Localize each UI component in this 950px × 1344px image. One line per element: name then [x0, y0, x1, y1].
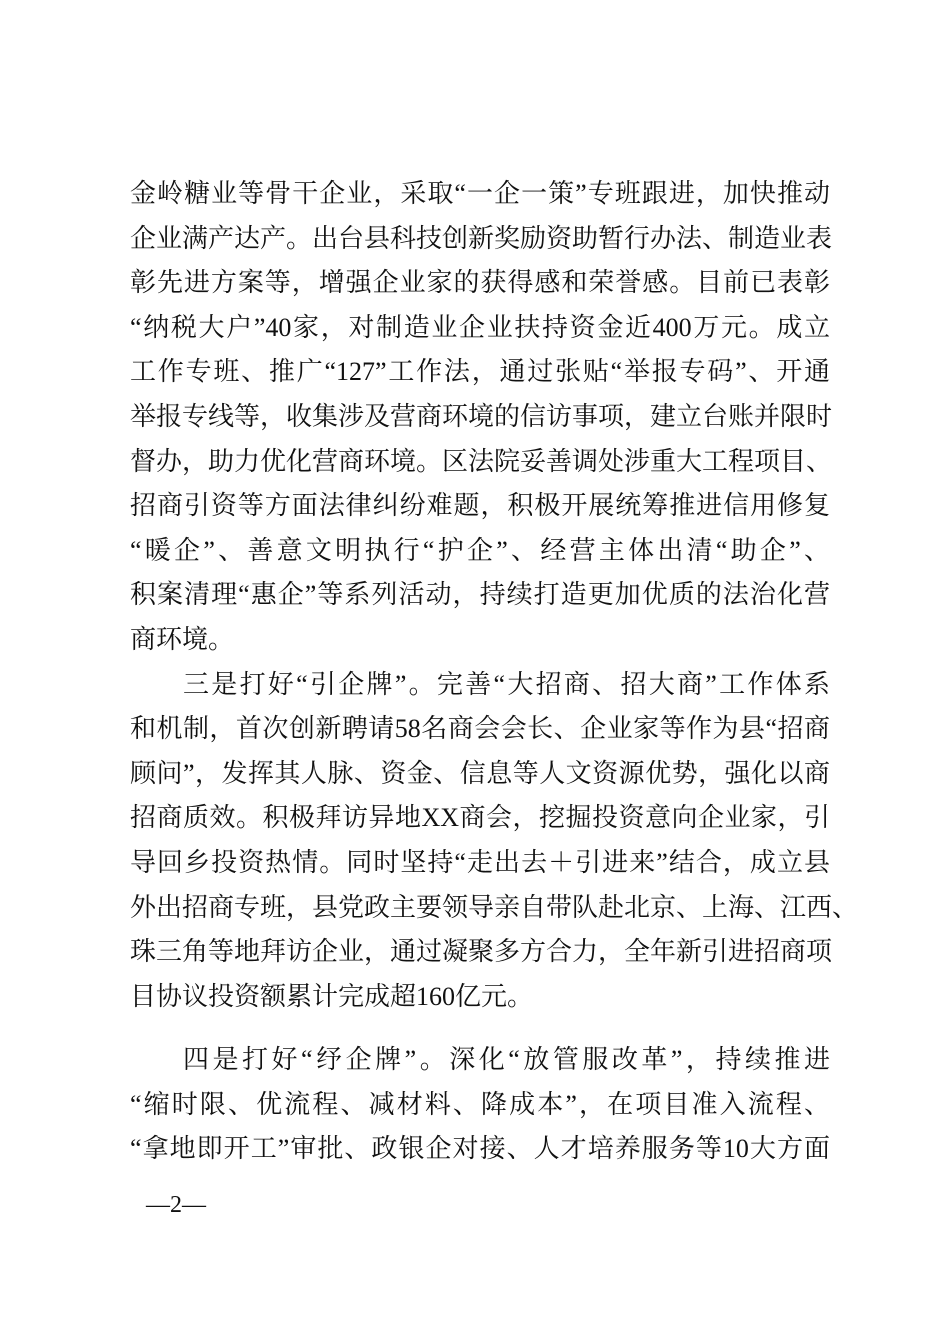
- text-line: 顾问”，发挥其人脉、资金、信息等人文资源优势，强化以商: [130, 758, 830, 788]
- text-line: 目协议投资额累计完成超160亿元。: [130, 981, 534, 1011]
- text-line: 招商质效。积极拜访异地XX商会，挖掘投资意向企业家，引: [130, 803, 830, 833]
- text-line: 企业满产达产。出台县科技创新奖励资助暂行办法、制造业表: [130, 223, 833, 253]
- page-number: —2—: [146, 1192, 206, 1218]
- text-line: 导回乡投资热情。同时坚持“走出去＋引进来”结合，成立县: [130, 847, 830, 877]
- text-line: 工作专班、推广“127”工作法，通过张贴“举报专码”、开通: [130, 357, 830, 387]
- text-line: 和机制，首次创新聘请58名商会会长、企业家等作为县“招商: [130, 714, 830, 744]
- text-line: 招商引资等方面法律纠纷难题，积极开展统筹推进信用修复: [130, 491, 830, 521]
- paragraph-spacing: [130, 1019, 830, 1038]
- document-body: [130, 172, 859, 1172]
- text-line: “暖企”、善意文明执行“护企”、经营主体出清“助企”、: [130, 535, 830, 565]
- text-line: 珠三角等地拜访企业，通过凝聚多方合力，全年新引进招商项: [130, 937, 833, 967]
- text-line: 三是打好“引企牌”。完善“大招商、招大商”工作体系: [183, 669, 830, 699]
- text-line: 彰先进方案等，增强企业家的获得感和荣誉感。目前已表彰: [130, 268, 830, 298]
- paragraph-3: [130, 1038, 830, 1172]
- text-line: 商环境。: [130, 624, 235, 654]
- text-line: 督办，助力优化营商环境。区法院妥善调处涉重大工程项目、: [130, 446, 833, 476]
- text-line: 外出招商专班，县党政主要领导亲自带队赴北京、上海、江西、: [130, 892, 859, 922]
- text-line: 金岭糖业等骨干企业，采取“一企一策”专班跟进，加快推动: [130, 179, 830, 208]
- text-line: 四是打好“纾企牌”。深化“放管服改革”，持续推进: [183, 1045, 830, 1075]
- paragraph-2: [130, 663, 859, 1020]
- text-line: “拿地即开工”审批、政银企对接、人才培养服务等10大方面: [130, 1134, 830, 1164]
- text-line: “缩时限、优流程、减材料、降成本”，在项目准入流程、: [130, 1089, 830, 1119]
- text-line: 举报专线等，收集涉及营商环境的信访事项，建立台账并限时: [130, 401, 833, 431]
- text-line: 积案清理“惠企”等系列活动，持续打造更加优质的法治化营: [130, 580, 830, 610]
- paragraph-1: [130, 172, 833, 663]
- text-line: “纳税大户”40家，对制造业企业扶持资金近400万元。成立: [130, 312, 830, 342]
